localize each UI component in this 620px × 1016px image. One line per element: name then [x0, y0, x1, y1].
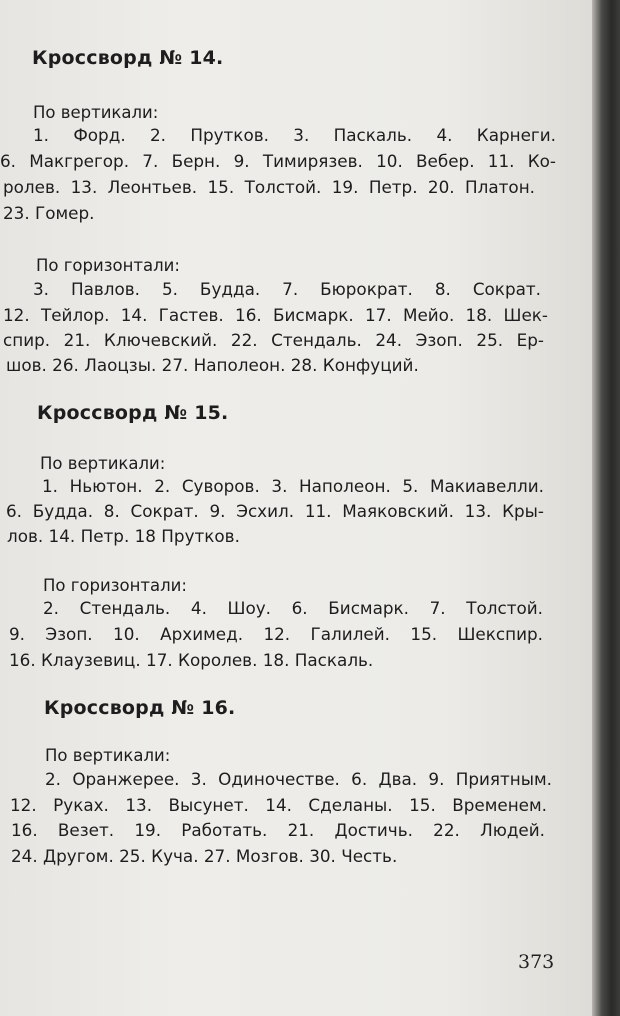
crossword-14-horizontal-label: По горизонтали: — [36, 256, 180, 275]
crossword-15-horizontal-label: По горизонтали: — [43, 576, 187, 595]
crossword-16-vertical-line-4: 24. Другом. 25. Куча. 27. Мозгов. 30. Честь. — [11, 846, 398, 866]
crossword-14-vertical-line-3: ролев. 13. Леонтьев. 15. Толстой. 19. Петр. 20. Платон. — [3, 177, 535, 197]
crossword-15-vertical-line-1: 1. Ньютон. 2. Суворов. 3. Наполеон. 5. Макиавелли. — [42, 476, 544, 496]
crossword-15-vertical-label: По вертикали: — [40, 454, 166, 473]
crossword-14-vertical-line-1: 1. Форд. 2. Прутков. 3. Паскаль. 4. Карнеги. — [33, 125, 556, 145]
page-number: 373 — [518, 951, 555, 973]
crossword-14-vertical-line-2: 6. Макгрегор. 7. Берн. 9. Тимирязев. 10. Вебер. 11. Ко- — [0, 151, 556, 171]
crossword-14-horizontal-line-4: шов. 26. Лаоцзы. 27. Наполеон. 28. Конфуций. — [6, 355, 419, 375]
crossword-15-horizontal-line-3: 16. Клаузевиц. 17. Королев. 18. Паскаль. — [9, 650, 374, 670]
crossword-16-vertical-line-3: 16. Везет. 19. Работать. 21. Достичь. 22. Людей. — [11, 820, 545, 840]
crossword-16-vertical-line-2: 12. Руках. 13. Высунет. 14. Сделаны. 15. Временем. — [10, 795, 547, 815]
crossword-14-horizontal-line-1: 3. Павлов. 5. Будда. 7. Бюрократ. 8. Сократ. — [33, 279, 541, 299]
crossword-15-horizontal-line-2: 9. Эзоп. 10. Архимед. 12. Галилей. 15. Шекспир. — [9, 624, 543, 644]
crossword-15-horizontal-line-1: 2. Стендаль. 4. Шоу. 6. Бисмарк. 7. Толстой. — [43, 598, 543, 618]
crossword-15-vertical-line-3: лов. 14. Петр. 18 Прутков. — [7, 526, 240, 546]
crossword-14-horizontal-line-2: 12. Тейлор. 14. Гастев. 16. Бисмарк. 17. Мейо. 18. Шек- — [3, 305, 548, 325]
crossword-14-title: Кроссворд № 14. — [32, 47, 224, 69]
crossword-14-vertical-label: По вертикали: — [33, 103, 159, 122]
crossword-15-vertical-line-2: 6. Будда. 8. Сократ. 9. Эсхил. 11. Маяковский. 13. Кры- — [6, 501, 544, 521]
crossword-16-vertical-line-1: 2. Оранжерее. 3. Одиночестве. 6. Два. 9. Приятным. — [45, 769, 552, 789]
book-spine-shadow — [592, 0, 620, 1016]
crossword-14-vertical-line-4: 23. Гомер. — [3, 203, 95, 223]
crossword-14-horizontal-line-3: спир. 21. Ключевский. 22. Стендаль. 24. Эзоп. 25. Ер- — [3, 330, 544, 350]
crossword-16-title: Кроссворд № 16. — [44, 697, 236, 719]
crossword-16-vertical-label: По вертикали: — [45, 746, 171, 765]
crossword-15-title: Кроссворд № 15. — [37, 402, 229, 424]
